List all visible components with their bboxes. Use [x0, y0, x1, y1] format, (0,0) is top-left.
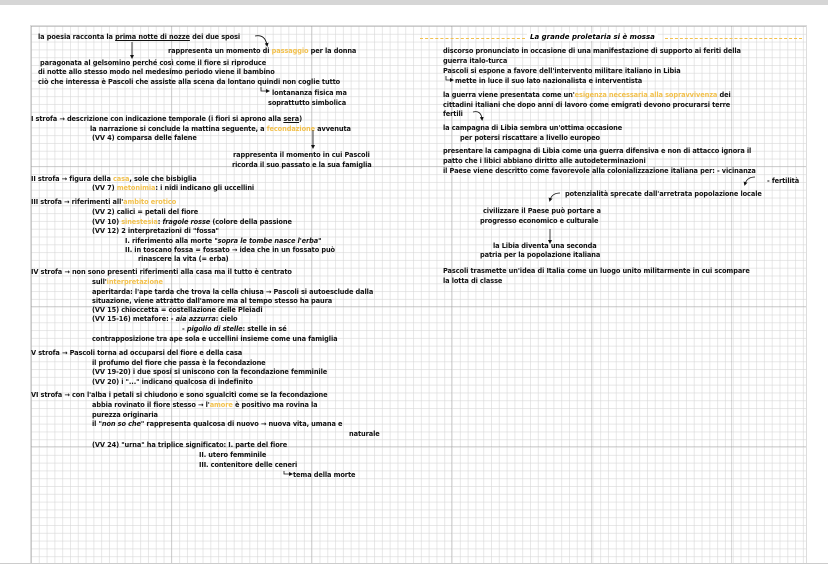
note-line: [138, 255, 229, 264]
note-text: III. contenitore delle ceneri: [199, 461, 298, 469]
note-line: [480, 251, 600, 260]
note-text: rappresenta il momento in cui Pascoli: [233, 151, 370, 159]
note-line: [92, 288, 373, 297]
note-line: [443, 267, 750, 276]
note-text: , sole che bisbiglia: [129, 175, 197, 183]
note-line: [92, 368, 327, 377]
note-line: [31, 268, 292, 277]
right-section-title: [420, 33, 802, 43]
note-text: cittadini italiani che dopo anni di lavoro come emigrati devono procurarsi terre: [443, 101, 731, 109]
note-text: patria per la popolazione italiana: [480, 251, 601, 259]
note-text: (VV 2) calici = petali del fiore: [92, 208, 199, 216]
note-text: paragonata al gelsomino perché così come il fiore si riproduce: [40, 59, 267, 67]
italic-quote: fragole rosse: [162, 218, 211, 226]
note-text: soprattutto simbolica: [268, 99, 347, 107]
note-line: [233, 151, 370, 160]
note-text: (VV 7): [92, 184, 117, 192]
note-line: [92, 378, 253, 387]
note-line: [443, 167, 756, 176]
note-line: [182, 325, 287, 334]
note-line: [232, 161, 372, 170]
note-text: la lotta di classe: [443, 277, 503, 285]
note-line: [92, 218, 292, 227]
note-text: la Libia diventa una seconda: [493, 242, 597, 250]
note-text: (VV 10): [92, 218, 122, 226]
note-text: contrapposizione tra ape sola e uccellini insieme come una famiglia: [92, 335, 338, 343]
highlighted-term: esigenza necessaria alla sopravvivenza: [574, 91, 718, 99]
note-text: : cielo: [215, 315, 238, 323]
note-line: [443, 124, 622, 133]
note-text: (VV 20) i "..." indicano qualcosa di indefinito: [92, 378, 253, 386]
note-line: [483, 207, 601, 216]
note-text: fertili: [443, 110, 463, 118]
note-text: purezza originaria: [92, 411, 158, 419]
note-line: [443, 147, 751, 156]
note-line: [443, 101, 730, 110]
note-text: progresso economico e culturale: [480, 217, 599, 225]
note-text: la poesia racconta la: [38, 33, 116, 41]
note-text: potenzialità sprecate dall'arretrata popolazione locale: [565, 190, 762, 198]
note-text: - fertilità: [767, 177, 800, 185]
note-text: mette in luce il suo lato nazionalista e interventista: [455, 77, 643, 85]
note-text: (VV 4) comparsa delle falene: [92, 134, 197, 142]
note-text: II strofa → figura della: [31, 175, 113, 183]
note-text: per potersi riscattare a livello europeo: [460, 134, 600, 142]
note-line: [92, 441, 287, 450]
page-bottom-edge: [0, 563, 828, 564]
note-text: : stelle in sé: [242, 325, 287, 333]
note-line: [199, 461, 297, 470]
underlined-term: prima notte di nozze: [115, 33, 190, 41]
note-text: il ": [92, 420, 102, 428]
note-line: [92, 134, 197, 143]
note-text: patto che i libici abbiano diritto alle autodeterminazioni: [443, 157, 646, 165]
italic-quote: sopra le tombe nasce l'erba: [217, 237, 319, 245]
italic-quote: aia azzurra: [175, 315, 216, 323]
note-text: rappresenta un momento di: [168, 47, 272, 55]
note-line: [31, 349, 242, 358]
note-text: :: [157, 218, 163, 226]
highlighted-term: metonimia: [116, 184, 156, 192]
note-text: -: [182, 325, 187, 333]
note-text: III strofa → riferimenti all': [31, 198, 124, 206]
italic-quote: non so che: [101, 420, 141, 428]
note-text: ciò che interessa è Pascoli che assiste alla scena da lontano quindi non coglie tutto: [38, 78, 341, 86]
note-line: [293, 471, 355, 480]
dashed-divider-right: [665, 38, 802, 39]
note-line: [443, 91, 731, 100]
highlighted-term: casa: [113, 175, 130, 183]
note-text: dei due sposi: [189, 33, 241, 41]
note-text: (VV 19-20) i due sposi si uniscono con la fecondazione femminile: [92, 368, 328, 376]
note-line: [92, 335, 337, 344]
note-text: situazione, viene attratto dall'amore ma al tempo stesso ha paura: [92, 297, 333, 305]
note-text: (VV 15-16) metafore: -: [92, 315, 176, 323]
note-text: è positivo ma rovina la: [232, 401, 318, 409]
note-line: [92, 359, 266, 368]
top-toolbar-edge: [0, 0, 828, 5]
note-line: [38, 78, 340, 87]
highlighted-term: sinestesia: [121, 218, 158, 226]
note-line: [480, 217, 598, 226]
note-text: avvenuta: [314, 125, 351, 133]
note-line: [443, 47, 741, 56]
note-text: la narrazione si conclude la mattina seguente, a: [90, 125, 267, 133]
note-line: [92, 401, 318, 410]
note-text: II. in toscano fossa = fossato → idea che in un fossato può: [125, 246, 335, 254]
note-line: [272, 89, 347, 98]
note-line: [92, 306, 263, 315]
note-text: abbia rovinato il fiore stesso → l': [92, 401, 210, 409]
note-text: V strofa → Pascoli torna ad occuparsi del fiore e della casa: [31, 349, 243, 357]
note-text: sull': [92, 278, 107, 286]
note-line: [40, 59, 266, 68]
note-text: (colore della passione: [210, 218, 292, 226]
note-text: discorso pronunciato in occasione di una manifestazione di supporto ai feriti della: [443, 47, 741, 55]
dashed-divider-left: [420, 38, 525, 39]
highlighted-term: passaggio: [271, 47, 309, 55]
note-line: [92, 411, 158, 420]
note-text: civilizzare il Paese può portare a: [483, 207, 601, 215]
highlighted-term: interpretazione: [106, 278, 163, 286]
note-line: [443, 110, 463, 119]
note-line: [31, 198, 176, 207]
note-line: [90, 125, 351, 134]
note-text: ": [318, 237, 322, 245]
note-text: I strofa → descrizione con indicazione temporale (i fiori si aprono alla: [31, 115, 284, 123]
note-text: per la donna: [308, 47, 357, 55]
note-text: naturale: [349, 430, 380, 438]
note-line: [38, 33, 240, 42]
highlighted-term: ambito erotico: [123, 198, 177, 206]
note-text: aperitarda: l'ape tarda che trova la cella chiusa → Pascoli si autoesclude dalla: [92, 288, 374, 296]
note-line: [493, 242, 597, 251]
note-text: (VV 12) 2 interpretazioni di "fossa": [92, 227, 219, 235]
note-line: [31, 391, 327, 400]
note-line: [168, 47, 356, 56]
note-text: I. riferimento alla morte ": [125, 237, 218, 245]
italic-quote: pigolio di stelle: [186, 325, 243, 333]
note-line: [92, 208, 198, 217]
note-text: la guerra viene presentata come un': [443, 91, 575, 99]
note-text: di notte allo stesso modo nel medesimo periodo viene il bambino: [38, 68, 275, 76]
note-line: [31, 175, 197, 184]
note-line: [92, 227, 219, 236]
note-text: rinascere la vita (= erba): [138, 255, 229, 263]
note-line: [443, 277, 502, 286]
note-text: " rappresenta qualcosa di nuovo → nuova vita, umana e: [140, 420, 343, 428]
note-text: dei: [717, 91, 731, 99]
note-line: [92, 420, 342, 429]
underlined-term: sera: [283, 115, 300, 123]
note-line: [349, 430, 380, 439]
note-line: [443, 57, 507, 66]
note-line: [92, 278, 163, 287]
note-text: Pascoli trasmette un'idea di Italia come un luogo unito militarmente in cui scompare: [443, 267, 750, 275]
highlighted-term: fecondazione: [266, 125, 315, 133]
note-text: guerra italo-turca: [443, 57, 508, 65]
note-line: [443, 67, 681, 76]
note-text: IV strofa → non sono presenti riferimenti alla casa ma il tutto è centrato: [31, 268, 292, 276]
note-text: : i nidi indicano gli uccellini: [155, 184, 255, 192]
note-text: (VV 15) chioccetta = costellazione delle Pleiadi: [92, 306, 263, 314]
note-line: [565, 190, 762, 199]
note-text: tema della morte: [293, 471, 356, 479]
note-line: [443, 157, 646, 166]
note-line: [92, 315, 237, 324]
note-line: [460, 134, 600, 143]
note-line: [455, 77, 642, 86]
note-text: il profumo del fiore che passa è la fecondazione: [92, 359, 266, 367]
note-text: lontananza fisica ma: [272, 89, 347, 97]
note-text: (VV 24) "urna" ha triplice significato: I. parte del fiore: [92, 441, 288, 449]
note-text: II. utero femminile: [199, 451, 267, 459]
note-text: il Paese viene descritto come favorevole alla colonializzazione italiana per: - vicinanza: [443, 167, 756, 175]
note-text: presentare la campagna di Libia come una guerra difensiva e non di attacco ignora il: [443, 147, 752, 155]
note-line: [92, 297, 332, 306]
note-text: VI strofa → con l'alba i petali si chiudono e sono sgualciti come se la fecondazione: [31, 391, 328, 399]
note-line: [125, 237, 321, 246]
note-line: [199, 451, 266, 460]
highlighted-term: amore: [209, 401, 233, 409]
note-line: [92, 184, 254, 193]
section-title-text: La grande proletaria si è mossa: [527, 33, 658, 41]
note-text: ricorda il suo passato e la sua famiglia: [232, 161, 372, 169]
note-text: Pascoli si espone a favore dell'intervento militare italiano in Libia: [443, 67, 681, 75]
note-line: [767, 177, 799, 186]
note-line: [125, 246, 335, 255]
note-line: [31, 115, 302, 124]
note-text: ): [299, 115, 302, 123]
note-line: [268, 99, 346, 108]
note-text: la campagna di Libia sembra un'ottima occasione: [443, 124, 623, 132]
note-line: [38, 68, 275, 77]
